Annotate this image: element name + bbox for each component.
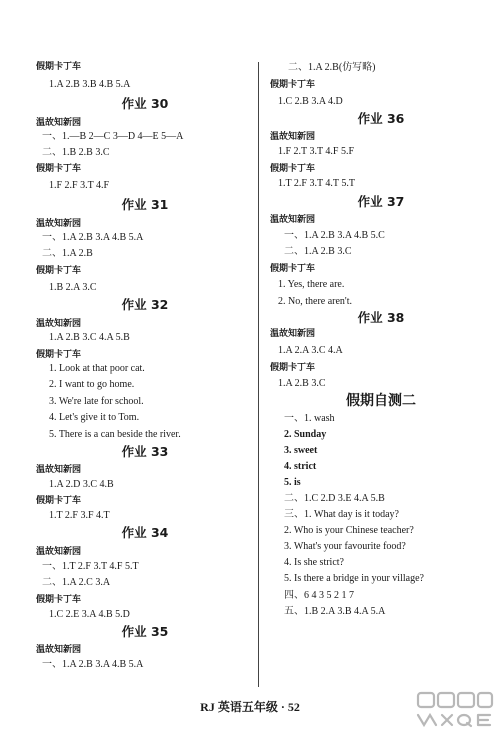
homework-heading-35: 作业 35: [121, 624, 169, 639]
answer-line: 四、6 4 3 5 2 1 7: [284, 590, 354, 601]
answer-line: 1.A 2.A 3.C 4.A: [278, 345, 343, 356]
homework-heading-36: 作业 36: [357, 111, 405, 126]
answer-line: 一、1.A 2.B 3.A 4.B 5.A: [42, 232, 144, 243]
homework-heading-37: 作业 37: [357, 194, 405, 209]
answer-line: 三、1. What day is it today?: [284, 509, 399, 520]
answer-line: 二、1.A 2.C 3.A: [42, 577, 111, 588]
answer-line: 1.F 2.T 3.T 4.F 5.F: [278, 146, 355, 157]
answer-line: 二、1.A 2.B 3.C: [284, 246, 352, 257]
answer-line: 4. Is she strict?: [284, 557, 344, 568]
section-label: 假期卡丁车: [270, 80, 316, 90]
section-label: 温故知新园: [36, 319, 82, 329]
answer-line: 2. Who is your Chinese teacher?: [284, 525, 414, 536]
answer-line: 1.A 2.D 3.C 4.B: [49, 479, 114, 490]
answer-line: 一、1.—B 2—C 3—D 4—E 5—A: [42, 131, 184, 142]
answer-line: 4. strict: [284, 461, 317, 472]
answer-line: 1.C 2.E 3.A 4.B 5.D: [49, 609, 130, 620]
section-label: 假期卡丁车: [36, 62, 82, 72]
homework-heading-30: 作业 30: [121, 96, 169, 111]
answer-line: 2. No, there aren't.: [278, 296, 352, 307]
answer-line: 3. We're late for school.: [49, 396, 144, 407]
section-label: 温故知新园: [36, 547, 82, 557]
homework-heading-31: 作业 31: [121, 197, 169, 212]
answer-line: 3. sweet: [284, 445, 318, 456]
answer-line: 1.B 2.A 3.C: [49, 282, 97, 293]
page-footer: RJ 英语五年级 · 52: [200, 700, 300, 714]
self-test-heading: 假期自测二: [346, 393, 416, 409]
answer-line: 2. I want to go home.: [49, 379, 135, 390]
section-label: 假期卡丁车: [36, 350, 82, 360]
answer-line: 一、1. wash: [284, 413, 335, 424]
answer-line: 一、1.T 2.F 3.T 4.F 5.T: [42, 561, 139, 572]
watermark-logo: [414, 689, 496, 731]
answer-line: 5. Is there a bridge in your village?: [284, 573, 424, 584]
answer-line: 二、1.C 2.D 3.E 4.A 5.B: [284, 493, 385, 504]
section-label: 假期卡丁车: [36, 266, 82, 276]
answer-line: 二、1.A 2.B: [42, 248, 93, 259]
homework-heading-34: 作业 34: [121, 525, 169, 540]
section-label: 温故知新园: [36, 219, 82, 229]
answer-line: 1.A 2.B 3.C 4.A 5.B: [49, 332, 130, 343]
homework-heading-32: 作业 32: [121, 297, 169, 312]
section-label: 温故知新园: [270, 132, 316, 142]
section-label: 温故知新园: [36, 118, 82, 128]
answer-line: 5. is: [284, 477, 301, 488]
answer-line: 一、1.A 2.B 3.A 4.B 5.A: [42, 659, 144, 670]
answer-line: 一、1.A 2.B 3.A 4.B 5.C: [284, 230, 385, 241]
homework-heading-38: 作业 38: [357, 310, 405, 325]
section-label: 假期卡丁车: [270, 164, 316, 174]
section-label: 温故知新园: [36, 465, 82, 475]
section-label: 温故知新园: [36, 645, 82, 655]
answer-line: 1.T 2.F 3.F 4.T: [49, 510, 110, 521]
answer-line: 二、1.A 2.B(仿写略): [288, 62, 376, 73]
answer-line: 二、1.B 2.B 3.C: [42, 147, 110, 158]
answer-line: 1.A 2.B 3.C: [278, 378, 326, 389]
section-label: 温故知新园: [270, 215, 316, 225]
section-label: 温故知新园: [270, 329, 316, 339]
section-label: 假期卡丁车: [36, 164, 82, 174]
answer-line: 1.C 2.B 3.A 4.D: [278, 96, 343, 107]
column-divider: [258, 62, 259, 687]
section-label: 假期卡丁车: [36, 595, 82, 605]
section-label: 假期卡丁车: [270, 363, 316, 373]
homework-heading-33: 作业 33: [121, 444, 169, 459]
answer-line: 2. Sunday: [284, 429, 327, 440]
answer-line: 1. Yes, there are.: [278, 279, 345, 290]
section-label: 假期卡丁车: [36, 496, 82, 506]
section-label: 假期卡丁车: [270, 264, 316, 274]
answer-line: 4. Let's give it to Tom.: [49, 412, 140, 423]
answer-line: 1.A 2.B 3.B 4.B 5.A: [49, 79, 131, 90]
answer-line: 五、1.B 2.A 3.B 4.A 5.A: [284, 606, 386, 617]
answer-line: 5. There is a can beside the river.: [49, 429, 181, 440]
answer-line: 1.T 2.F 3.T 4.T 5.T: [278, 178, 355, 189]
answer-line: 1.F 2.F 3.T 4.F: [49, 180, 110, 191]
answer-line: 3. What's your favourite food?: [284, 541, 406, 552]
answer-line: 1. Look at that poor cat.: [49, 363, 145, 374]
